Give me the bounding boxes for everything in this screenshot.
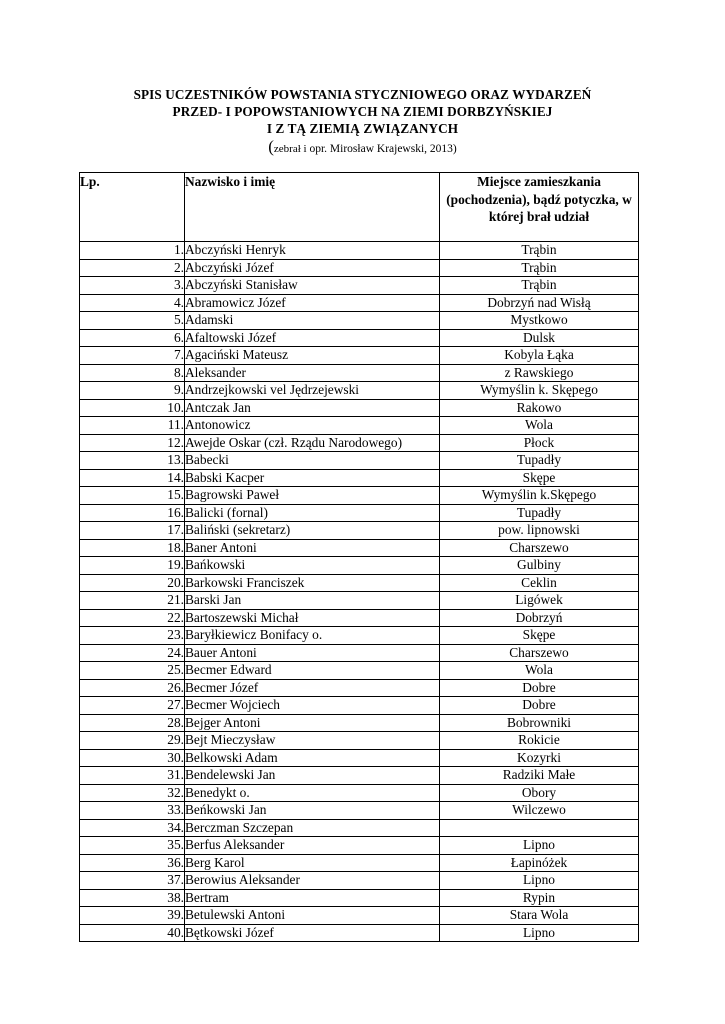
row-place: Mystkowo <box>440 312 639 330</box>
table-row <box>80 714 639 732</box>
table-row <box>80 749 639 767</box>
table-row <box>80 802 639 820</box>
row-number: 13. <box>80 452 185 470</box>
row-name: Antczak Jan <box>185 399 440 417</box>
header-lp: Lp. <box>80 173 185 242</box>
row-name: Belkowski Adam <box>185 749 440 767</box>
table-row <box>80 679 639 697</box>
table-row <box>80 539 639 557</box>
row-name: Balicki (fornal) <box>185 504 440 522</box>
row-place: Dobre <box>440 697 639 715</box>
row-place: Lipno <box>440 872 639 890</box>
row-number: 39. <box>80 907 185 925</box>
row-number: 14. <box>80 469 185 487</box>
table-row <box>80 732 639 750</box>
row-number: 19. <box>80 557 185 575</box>
row-number: 16. <box>80 504 185 522</box>
row-name: Babecki <box>185 452 440 470</box>
table-row <box>80 644 639 662</box>
row-place: Dobrzyń nad Wisłą <box>440 294 639 312</box>
row-name: Abramowicz Józef <box>185 294 440 312</box>
row-number: 29. <box>80 732 185 750</box>
row-name: Bendelewski Jan <box>185 767 440 785</box>
table-row <box>80 382 639 400</box>
document-title-line-1: SPIS UCZESTNIKÓW POWSTANIA STYCZNIOWEGO ORAZ WYDARZEŃ <box>133 87 592 102</box>
table-row <box>80 522 639 540</box>
row-name: Berowius Aleksander <box>185 872 440 890</box>
row-place: Lipno <box>440 924 639 942</box>
row-name: Baryłkiewicz Bonifacy o. <box>185 627 440 645</box>
row-number: 20. <box>80 574 185 592</box>
row-number: 15. <box>80 487 185 505</box>
row-number: 5. <box>80 312 185 330</box>
row-name: Bartoszewski Michał <box>185 609 440 627</box>
row-name: Bagrowski Paweł <box>185 487 440 505</box>
row-number: 11. <box>80 417 185 435</box>
row-name: Baner Antoni <box>185 539 440 557</box>
row-name: Abczyński Józef <box>185 259 440 277</box>
row-number: 17. <box>80 522 185 540</box>
row-number: 25. <box>80 662 185 680</box>
row-name: Becmer Wojciech <box>185 697 440 715</box>
row-number: 7. <box>80 347 185 365</box>
row-place: z Rawskiego <box>440 364 639 382</box>
table-row <box>80 662 639 680</box>
row-name: Benedykt o. <box>185 784 440 802</box>
row-place: Wola <box>440 662 639 680</box>
table-row <box>80 627 639 645</box>
table-row <box>80 784 639 802</box>
row-number: 9. <box>80 382 185 400</box>
table-row <box>80 417 639 435</box>
header-name: Nazwisko i imię <box>185 173 440 242</box>
row-number: 8. <box>80 364 185 382</box>
row-place: Obory <box>440 784 639 802</box>
row-name: Berg Karol <box>185 854 440 872</box>
table-row <box>80 312 639 330</box>
row-number: 18. <box>80 539 185 557</box>
row-number: 35. <box>80 837 185 855</box>
subtitle-prefix: zebrał i <box>273 143 307 155</box>
document-title-line-3: I Z TĄ ZIEMIĄ ZWIĄZANYCH <box>266 121 459 136</box>
row-name: Baliński (sekretarz) <box>185 522 440 540</box>
table-row <box>80 469 639 487</box>
table-row <box>80 399 639 417</box>
row-number: 26. <box>80 679 185 697</box>
row-number: 37. <box>80 872 185 890</box>
row-number: 2. <box>80 259 185 277</box>
row-place: Kozyrki <box>440 749 639 767</box>
row-place: Wymyślin k.Skępego <box>440 487 639 505</box>
row-number: 10. <box>80 399 185 417</box>
table-header-row <box>80 173 639 242</box>
row-place: pow. lipnowski <box>440 522 639 540</box>
table-row <box>80 487 639 505</box>
row-place: Kobyla Łąka <box>440 347 639 365</box>
document-header <box>0 86 725 159</box>
row-place: Wola <box>440 417 639 435</box>
document-title-line-2: PRZED- I POPOWSTANIOWYCH NA ZIEMI DORBZYŃSKIEJ <box>172 104 553 119</box>
table-row <box>80 854 639 872</box>
table-row <box>80 924 639 942</box>
row-place: Radziki Małe <box>440 767 639 785</box>
row-place: Rokicie <box>440 732 639 750</box>
table-row <box>80 574 639 592</box>
row-name: Bejger Antoni <box>185 714 440 732</box>
table-row <box>80 592 639 610</box>
row-number: 1. <box>80 242 185 260</box>
table-row <box>80 697 639 715</box>
row-name: Bańkowski <box>185 557 440 575</box>
row-name: Bauer Antoni <box>185 644 440 662</box>
document-subtitle <box>0 137 725 159</box>
table-row <box>80 242 639 260</box>
table-row <box>80 277 639 295</box>
row-name: Beńkowski Jan <box>185 802 440 820</box>
row-number: 3. <box>80 277 185 295</box>
row-number: 40. <box>80 924 185 942</box>
row-name: Adamski <box>185 312 440 330</box>
row-place: Gulbiny <box>440 557 639 575</box>
row-number: 28. <box>80 714 185 732</box>
row-place: Wilczewo <box>440 802 639 820</box>
header-place: Miejsce zamieszkania (pochodzenia), bądź potyczka, w której brał udział <box>440 173 639 242</box>
table-row <box>80 347 639 365</box>
table-row <box>80 889 639 907</box>
row-number: 27. <box>80 697 185 715</box>
table-row <box>80 329 639 347</box>
row-name: Aleksander <box>185 364 440 382</box>
row-place: Dulsk <box>440 329 639 347</box>
row-name: Betulewski Antoni <box>185 907 440 925</box>
row-name: Agaciński Mateusz <box>185 347 440 365</box>
row-name: Afaltowski Józef <box>185 329 440 347</box>
table-row <box>80 907 639 925</box>
row-number: 34. <box>80 819 185 837</box>
row-place: Skępe <box>440 469 639 487</box>
row-number: 24. <box>80 644 185 662</box>
row-place: Skępe <box>440 627 639 645</box>
row-name: Becmer Edward <box>185 662 440 680</box>
table-row <box>80 819 639 837</box>
row-place <box>440 819 639 837</box>
table-row <box>80 364 639 382</box>
subtitle-open-paren: ( <box>268 137 274 156</box>
row-name: Bętkowski Józef <box>185 924 440 942</box>
row-place: Trąbin <box>440 242 639 260</box>
table-row <box>80 504 639 522</box>
participants-table <box>79 172 639 942</box>
row-number: 33. <box>80 802 185 820</box>
row-number: 12. <box>80 434 185 452</box>
table-row <box>80 294 639 312</box>
row-name: Abczyński Stanisław <box>185 277 440 295</box>
row-name: Bertram <box>185 889 440 907</box>
row-place: Wymyślin k. Skępego <box>440 382 639 400</box>
row-number: 32. <box>80 784 185 802</box>
row-place: Trąbin <box>440 259 639 277</box>
row-place: Tupadły <box>440 452 639 470</box>
table-row <box>80 434 639 452</box>
row-number: 22. <box>80 609 185 627</box>
row-place: Rypin <box>440 889 639 907</box>
row-number: 38. <box>80 889 185 907</box>
row-name: Barski Jan <box>185 592 440 610</box>
row-name: Antonowicz <box>185 417 440 435</box>
row-place: Charszewo <box>440 644 639 662</box>
row-place: Trąbin <box>440 277 639 295</box>
row-name: Babski Kacper <box>185 469 440 487</box>
table-row <box>80 609 639 627</box>
row-place: Dobre <box>440 679 639 697</box>
row-place: Tupadły <box>440 504 639 522</box>
row-place: Bobrowniki <box>440 714 639 732</box>
row-place: Rakowo <box>440 399 639 417</box>
row-place: Ligówek <box>440 592 639 610</box>
row-number: 6. <box>80 329 185 347</box>
row-number: 21. <box>80 592 185 610</box>
row-place: Stara Wola <box>440 907 639 925</box>
table-row <box>80 452 639 470</box>
table-body <box>80 242 639 942</box>
row-name: Abczyński Henryk <box>185 242 440 260</box>
row-place: Lipno <box>440 837 639 855</box>
subtitle-rest: opr. Mirosław Krajewski, 2013) <box>306 143 457 155</box>
row-place: Łapinóżek <box>440 854 639 872</box>
row-number: 23. <box>80 627 185 645</box>
row-place: Charszewo <box>440 539 639 557</box>
row-name: Bejt Mieczysław <box>185 732 440 750</box>
table-row <box>80 872 639 890</box>
table-row <box>80 767 639 785</box>
row-name: Becmer Józef <box>185 679 440 697</box>
row-name: Andrzejkowski vel Jędrzejewski <box>185 382 440 400</box>
row-number: 31. <box>80 767 185 785</box>
row-number: 4. <box>80 294 185 312</box>
row-number: 36. <box>80 854 185 872</box>
row-name: Awejde Oskar (czł. Rządu Narodowego) <box>185 434 440 452</box>
row-place: Płock <box>440 434 639 452</box>
table-row <box>80 259 639 277</box>
row-place: Dobrzyń <box>440 609 639 627</box>
table-row <box>80 557 639 575</box>
row-place: Ceklin <box>440 574 639 592</box>
row-name: Barkowski Franciszek <box>185 574 440 592</box>
row-number: 30. <box>80 749 185 767</box>
row-name: Berczman Szczepan <box>185 819 440 837</box>
table-row <box>80 837 639 855</box>
row-name: Berfus Aleksander <box>185 837 440 855</box>
